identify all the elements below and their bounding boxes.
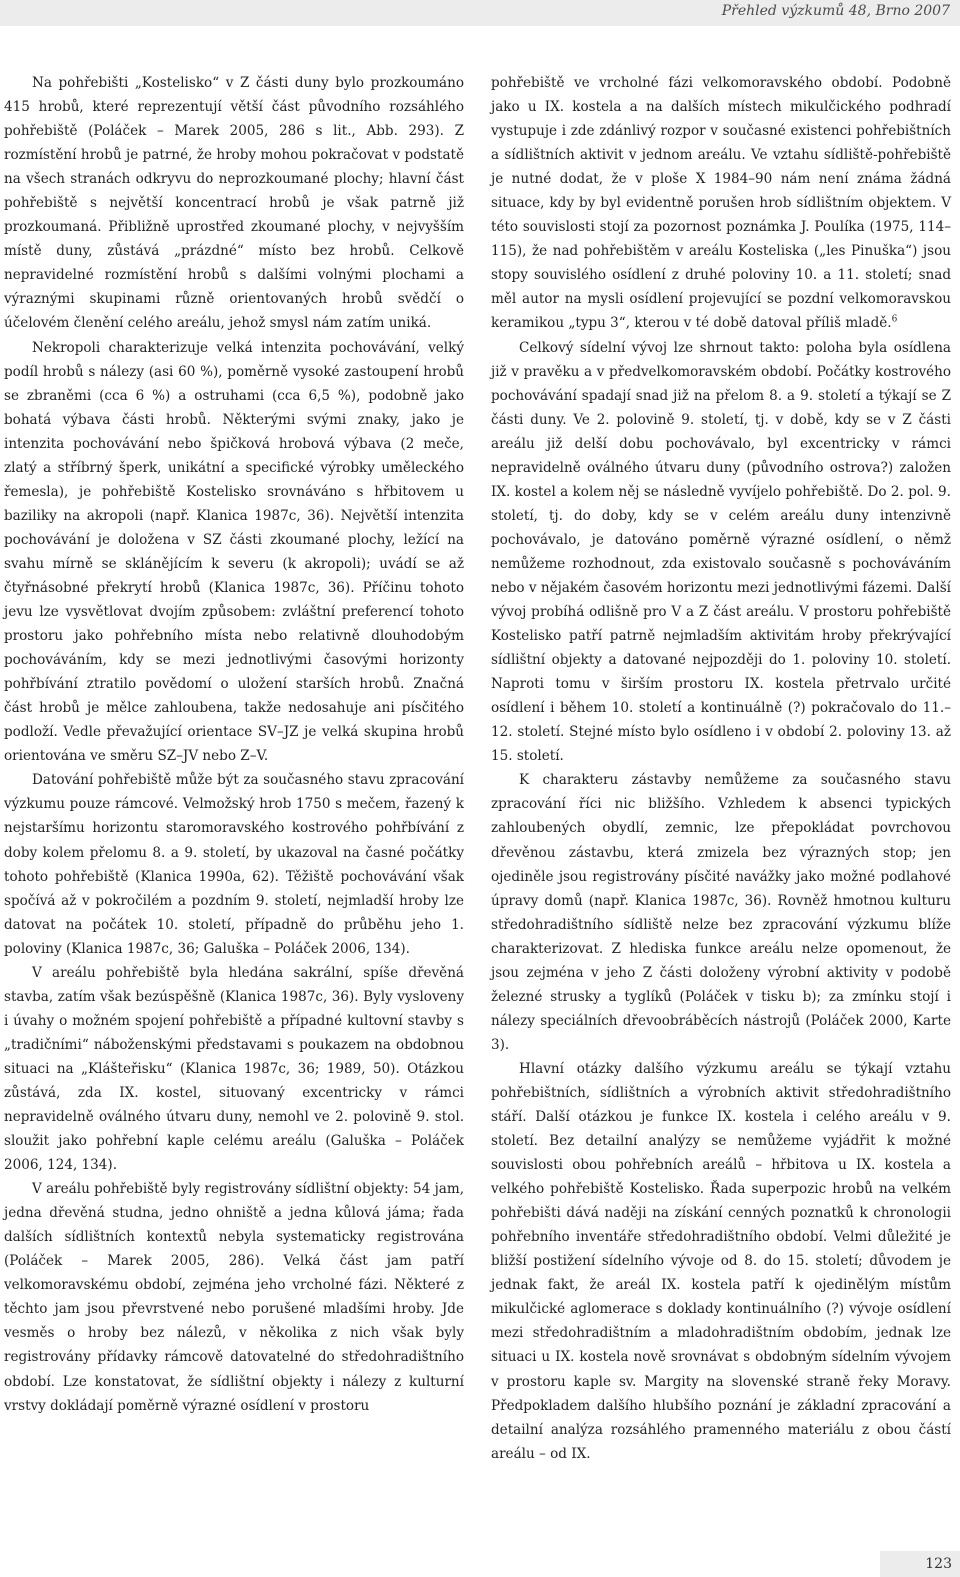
paragraph: Hlavní otázky dalšího výzkumu areálu se týkají vztahu pohřebištních, sídlištních a výrobních aktivit středohradištního stáří. Další otázkou je funkce IX. kostela i celého areálu v 9. století. Bez detailní analýzy se nemůžeme vyjádřit k možné souvislosti obou pohřebních areálů – hřbitova u IX. kostela a velkého pohřebiště Kostelisko. Řada superpozic hrobů na velkém pohřebišti dává naději na získání cenných poznatků k chronologii pohřebního inventáře středohradištního období. Velmi důležité je bližší postižení sídelního vývoje od 8. do 15. století; důvodem je jednak fakt, že areál IX. kostela patří k ojedinělým místům mikulčické aglomerace s doklady kontinuálního (?) vývoje osídlení mezi středohradištním a mladohradištním obdobím, jednak lze situaci u IX. kostela nově srovnávat s obdobným sídelním vývojem v prostoru kaple sv. Margity na slovenské straně řeky Moravy. Předpokladem dalšího hlubšího poznání je základní zpracování a detailní analýza rozsáhlého pramenného materiálu z obou částí areálu – od IX. <box>491 1060 951 1462</box>
page-number: 123 <box>925 1556 952 1572</box>
running-title: Přehled výzkumů 48, Brno 2007 <box>721 3 950 19</box>
paragraph: Na pohřebišti „Kostelisko“ v Z části duny bylo prozkoumáno 415 hrobů, které reprezentují větší část původního rozsáhlého pohřebiště (Poláček – Marek 2005, 286 s lit., Abb. 293). Z rozmístění hrobů je patrné, že hroby mohou pokračovat v podstatě na všech stranách odkryvu do neprozkoumané plochy; hlavní část pohřebiště s největší koncentrací hrobů je však patrně již prozkoumaná. Přibližně uprostřed zkoumané plochy, v nejvyšším místě duny, zůstává „prázdné“ místo bez hrobů. Celkově nepravidelné rozmístění hrobů s dalšími volnými plochami a výraznými skupinami různě orientovaných hrobů svědčí o účelovém členění celého areálu, jehož smysl nám zatím uniká. <box>4 75 464 332</box>
paragraph-continued <box>491 71 951 336</box>
left-column <box>4 71 464 1418</box>
paragraph: Celkový sídelní vývoj lze shrnout takto: poloha byla osídlena již v pravěku a v předvelkomoravském období. Počátky kostrového pochovávání spadají snad již na přelom 8. a 9. století a týkají se Z části duny. Ve 2. polovině 9. století, tj. v době, kdy se v Z části areálu již delší dobu pochovávalo, byl excentricky v rámci nepravidelně oválného útvaru duny (původního ostrova?) založen IX. kostel a kolem něj se následně vyvíjelo pohřebiště. Do 2. pol. 9. století, tj. do doby, kdy se v celém areálu duny intenzivně pochovávalo, je datováno poměrně výrazné osídlení, o němž nemůžeme rozhodnout, zda existovalo současně s pochováváním nebo v nějakém časovém horizontu mezi jednotlivými fázemi. Další vývoj probíhá odlišně pro V a Z část areálu. V prostoru pohřebiště Kostelisko patří patrně nejmladším aktivitám hroby překrývající sídlištní objekty a datované nejpozději do 1. poloviny 10. století. Naproti tomu v širším prostoru IX. kostela přetrvalo určité osídlení i během 10. století a kontinuálně (?) pokračovalo do 11.–12. století. Stejné místo bylo osídleno i v období 2. poloviny 13. až 15. století. <box>491 339 951 765</box>
page-number-bar <box>880 1551 960 1577</box>
running-head-bar <box>0 0 960 26</box>
paragraph: K charakteru zástavby nemůžeme za současného stavu zpracování říci nic bližšího. Vzhledem k absenci typických zahloubených obydlí, zemnic, lze přepokládat povrchovou dřevěnou zástavbu, která zmizela bez výrazných stop; jen ojediněle jsou registrovány písčité navážky jako možné podlahové úpravy domů (např. Klanica 1987c, 36). Rovněž hmotnou kulturu středohradištního sídliště nelze bez zpracování výzkumu blíže charakterizovat. Z hlediska funkce areálu nelze opomenout, že jsou zejména v jeho Z části doloženy výrobní aktivity v podobě železné strusky a tyglíků (Poláček v tisku b); za zmínku stojí i nálezy speciálních dřevoobráběcích nástrojů (Poláček 2000, Karte 3). <box>491 772 951 1053</box>
paragraph: Datování pohřebiště může být za současného stavu zpracování výzkumu pouze rámcové. Velmožský hrob 1750 s mečem, řazený k nejstaršímu horizontu staromoravského kostrového pohřbívání z doby kolem přelomu 8. a 9. století, by ukazoval na časné počátky tohoto pohřebiště (Klanica 1990a, 62). Těžiště pochovávání však spočívá až v pokročilém a pozdním 9. století, nejmladší hroby lze datovat na počátek 10. století, případně do průběhu jeho 1. poloviny (Klanica 1987c, 36; Galuška – Poláček 2006, 134). <box>4 772 464 957</box>
paragraph: V areálu pohřebiště byly registrovány sídlištní objekty: 54 jam, jedna dřevěná studna, jedno ohniště a jedna kůlová jáma; řada dalších sídlištních kontextů nebyla systematicky registrována (Poláček – Marek 2005, 286). Velká část jam patří velkomoravskému období, zejména jeho vrcholné fázi. Některé z těchto jam jsou převrstvené nebo porušené mladšími hroby. Jde vesměs o hroby bez nálezů, v několika z nich však byly registrovány přídavky rámcově datovatelné do středohradištního období. Lze konstatovat, že sídlištní objekty i nálezy z kulturní vrstvy dokládají poměrně výrazné osídlení v prostoru <box>4 1181 464 1414</box>
paragraph-text: pohřebiště ve vrcholné fázi velkomoravského období. Podobně jako u IX. kostela a na dalších místech mikulčického podhradí vystupuje i zde zdánlivý rozpor v současné existenci pohřebištních a sídlištních aktivit v jednom areálu. Ve vztahu sídliště-pohřebiště je nutné dodat, že v ploše X 1984–90 nám není známa žádná situace, kdy by byl evidentně porušen hrob sídlištním objektem. V této souvislosti stojí za pozornost poznámka J. Poulíka (1975, 114–115), že nad pohřebištěm v areálu Kosteliska („les Pinuška“) jsou stopy souvislého osídlení z druhé poloviny 10. a 11. století; snad měl autor na mysli osídlení projevující se pozdní velkomoravskou keramikou „typu 3“, kterou v té době datoval příliš mladě. <box>491 75 951 332</box>
paragraph: V areálu pohřebiště byla hledána sakrální, spíše dřevěná stavba, zatím však bezúspěšně (Klanica 1987c, 36). Byly vysloveny i úvahy o možném spojení pohřebiště a případné kultovní stavby s „tradičními“ náboženskými představami s poukazem na obdobnou situaci na „Klášteřisku“ (Klanica 1987c, 36; 1989, 50). Otázkou zůstává, zda IX. kostel, situovaný excentricky v rámci nepravidelně oválného útvaru duny, nemohl ve 2. polovině 9. stol. sloužit jako pohřební kaple celému areálu (Galuška – Poláček 2006, 124, 134). <box>4 964 464 1174</box>
paragraph: Nekropoli charakterizuje velká intenzita pochovávání, velký podíl hrobů s nálezy (asi 60 %), poměrně vysoké zastoupení hrobů se zbraněmi (cca 6 %) a ostruhami (cca 6,5 %), podobně jako bohatá výbava části hrobů. Některými svými znaky, jako je intenzita pochovávání nebo špičková hrobová výbava (2 meče, zlatý a stříbrný šperk, unikátní a specifické výrobky uměleckého řemesla), je pohřebiště Kostelisko srovnáváno s hřbitovem u baziliky na akropoli (např. Klanica 1987c, 36). Největší intenzita pochovávání je doložena v SZ části zkoumané plochy, ležící na svahu mírně se sklánějícím k severu (k akropoli); uvádí se až čtyřnásobné překrytí hrobů (Klanica 1987c, 36). Příčinu tohoto jevu lze vysvětlovat dvojím způsobem: zvláštní preferencí tohoto prostoru jako pohřebního místa nebo relativně dlouhodobým pochováváním, kdy se mezi jednotlivými časovými horizonty pohřbívání ztratilo povědomí o uložení starších hrobů. Značná část hrobů je mělce zahloubena, takže nedosahuje ani písčitého podloží. Vedle převažující orientace SV–JZ je velká skupina hrobů orientována ve směru SZ–JV nebo Z–V. <box>4 339 464 765</box>
right-column <box>491 71 951 1466</box>
footnote-marker[interactable]: 6 <box>891 314 898 325</box>
